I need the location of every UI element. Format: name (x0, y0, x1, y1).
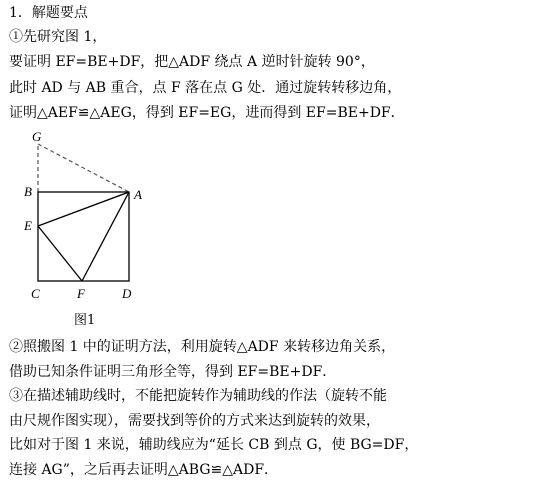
section-heading: 1．解题要点 (9, 5, 88, 21)
text-line-8: 由尺规作图实现），需要找到等价的方式来达到旋转的效果， (9, 413, 380, 429)
point-label-A: A (134, 187, 142, 202)
text-line-6: 借助已知条件证明三角形全等，得到 EF=BE+DF． (9, 364, 337, 380)
text-line-3: 此时 AD 与 AB 重合，点 F 落在点 G 处．通过旋转转移边角， (9, 80, 402, 96)
segment-AF (82, 192, 129, 281)
text-line-5: ②照搬图 1 中的证明方法，利用旋转△ADF 来转移边角关系， (9, 339, 396, 355)
point-label-F: F (77, 286, 85, 301)
point-label-B: B (24, 184, 32, 199)
segment-AE (38, 192, 129, 226)
point-label-G: G (32, 129, 42, 144)
text-line-9: 比如对于图 1 来说，辅助线应为“延长 CB 到点 G，使 BG=DF， (9, 437, 419, 453)
text-line-7: ③在描述辅助线时，不能把旋转作为辅助线的作法（旋转不能 (9, 388, 387, 404)
figure-caption: 图1 (74, 313, 96, 328)
text-line-2: 要证明 EF=BE+DF，把△ADF 绕点 A 逆时针旋转 90°， (9, 54, 375, 70)
segment-EF (38, 226, 82, 281)
text-line-10: 连接 AG”，之后再去证明△ABG≌△ADF． (9, 462, 279, 478)
figure-svg (18, 128, 158, 333)
text-line-4: 证明△AEF≌△AEG，得到 EF=EG，进而得到 EF=BE+DF． (9, 105, 405, 121)
segment-GA (38, 144, 129, 192)
square-ABCD (38, 192, 129, 281)
text-line-1: ①先研究图 1， (9, 29, 107, 45)
point-label-D: D (122, 286, 132, 301)
geometry-figure (18, 128, 158, 333)
point-label-C: C (31, 286, 40, 301)
point-label-E: E (24, 218, 32, 233)
